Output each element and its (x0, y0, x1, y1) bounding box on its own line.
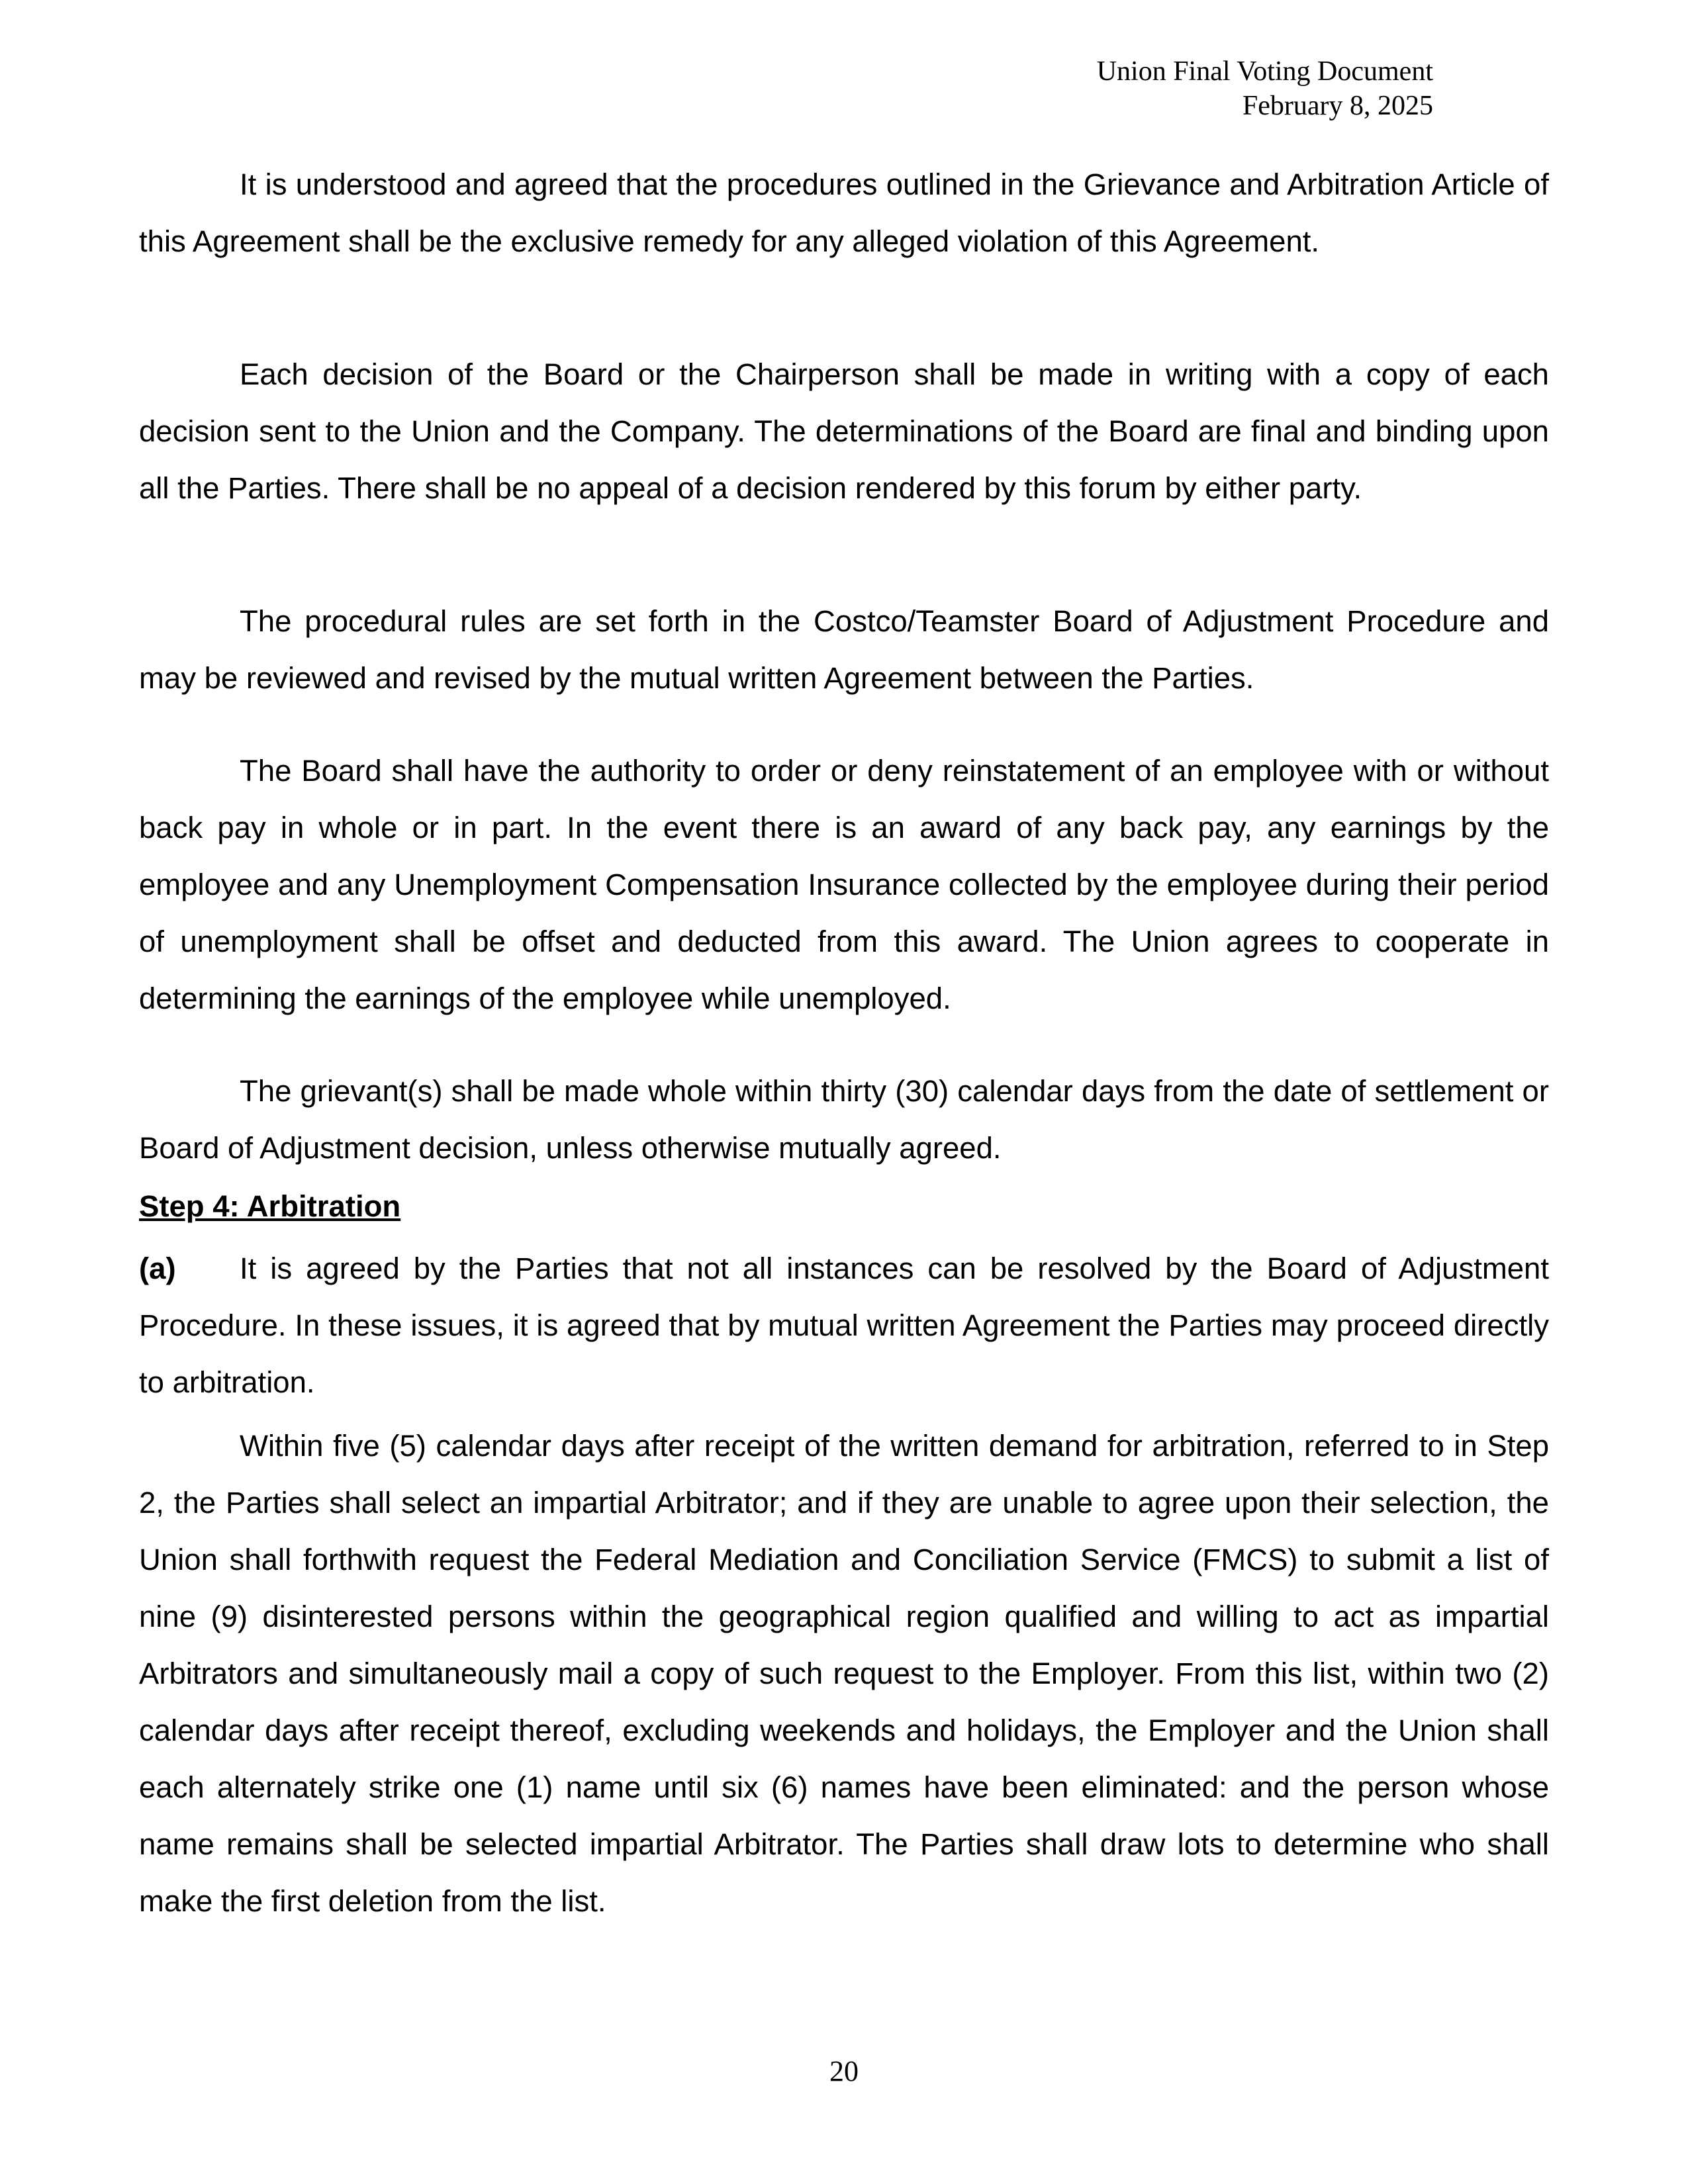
paragraph-arbitrator-selection: Within five (5) calendar days after receipt of the written demand for arbitration, referred to in Step 2, the Parties shall select an impartial Arbitrator; and if they are unable to agree upon their selection, the Union shall forthwith request the Federal Mediation and Conciliation Service (FMCS) to submit a list of nine (9) disinterested persons within the geographical region qualified and willing to act as impartial Arbitrators and simultaneously mail a copy of such request to the Employer. From this list, within two (2) calendar days after receipt thereof, excluding weekends and holidays, the Employer and the Union shall each alternately strike one (1) name until six (6) names have been eliminated: and the person whose name remains shall be selected impartial Arbitrator. The Parties shall draw lots to determine who shall make the first deletion from the list. (139, 1429, 1549, 1918)
page-body (139, 156, 1549, 1930)
paragraph-exclusive-remedy: It is understood and agreed that the procedures outlined in the Grievance and Arbitration Article of this Agreement shall be the exclusive remedy for any alleged violation of this Agreement. (139, 167, 1549, 258)
item-a-paragraph (139, 1240, 1549, 1411)
document-date: February 8, 2025 (1242, 91, 1433, 121)
paragraph-board-decision: Each decision of the Board or the Chairperson shall be made in writing with a copy of each decision sent to the Union and the Company. The determinations of the Board are final and binding upon all the Parties. There shall be no appeal of a decision rendered by this forum by either party. (139, 357, 1549, 505)
paragraph-procedural-rules: The procedural rules are set forth in the Costco/Teamster Board of Adjustment Procedure and may be reviewed and revised by the mutual written Agreement between the Parties. (139, 604, 1549, 695)
page-header (1097, 54, 1433, 123)
page-number: 20 (829, 2055, 859, 2087)
paragraph-reinstatement: The Board shall have the authority to order or deny reinstatement of an employee with or without back pay in whole or in part. In the event there is an award of any back pay, any earnings by the employee and any Unemployment Compensation Insurance collected by the employee during their period of unemployment shall be offset and deducted from this award. The Union agrees to cooperate in determining the earnings of the employee while unemployed. (139, 754, 1549, 1015)
item-a-text: It is agreed by the Parties that not all instances can be resolved by the Board of Adjustment Procedure. In these issues, it is agreed that by mutual written Agreement the Parties may proceed directly to arbitration. (139, 1251, 1549, 1399)
document-title: Union Final Voting Document (1096, 56, 1433, 87)
step4-heading: Step 4: Arbitration (139, 1189, 401, 1223)
paragraph-grievant-whole: The grievant(s) shall be made whole within thirty (30) calendar days from the date of settlement or Board of Adjustment decision, unless otherwise mutually agreed. (139, 1074, 1549, 1165)
item-a-label: (a) (139, 1251, 176, 1285)
